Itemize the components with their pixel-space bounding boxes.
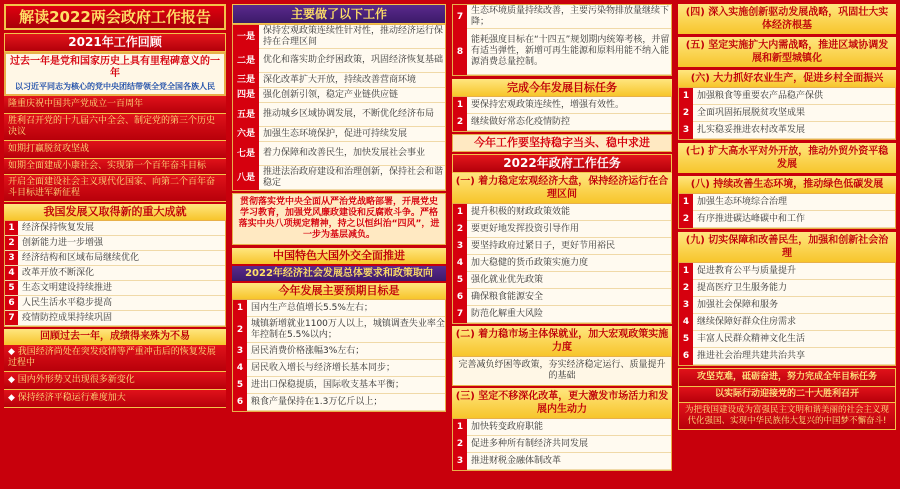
closing-line-1: 攻坚克难，砥砺奋进，努力完成全年目标任务: [678, 368, 896, 387]
review-item: 如期打赢脱贫攻坚战: [4, 141, 226, 159]
list-item: 八是 推进法治政府建设和治理创新，保持社会和谐稳定: [233, 166, 445, 190]
list-item: 7 生态环境质量持续改善，主要污染物排放量继续下降；: [453, 5, 671, 29]
list-item: 2 提高医疗卫生服务能力: [679, 280, 895, 297]
task1-list: [452, 203, 672, 324]
hard-item: ◆ 国内外形势又出现很多新变化: [4, 372, 226, 390]
hard-item: ◆ 我国经济尚处在突发疫情等严重冲击后的恢复发展过程中: [4, 345, 226, 372]
review-panel: [4, 52, 226, 96]
task2-header: (二) 着力稳市场主体保就业，加大宏观政策实施力度: [452, 326, 672, 356]
list-item: 6 粮食产量保持在1.3万亿斤以上；: [233, 394, 445, 411]
task9-list: [678, 262, 896, 366]
complete-header: 完成今年发展目标任务: [452, 79, 672, 96]
list-item: 3 加强社会保障和服务: [679, 297, 895, 314]
list-item: 5 丰富人民群众精神文化生活: [679, 331, 895, 348]
list-item: 4 继续保障好群众住房需求: [679, 314, 895, 331]
list-item: 1 加快转变政府职能: [453, 419, 671, 436]
hard-header: 回顾过去一年，成绩得来殊为不易: [4, 329, 226, 345]
work-header: 主要做了以下工作: [232, 4, 446, 24]
list-item: 4 改革开放不断深化: [5, 266, 225, 281]
achieve-header: 我国发展又取得新的重大成就: [4, 204, 226, 220]
work-list: [232, 24, 446, 191]
list-item: 5 强化就业优先政策: [453, 272, 671, 289]
list-item: 4 加大稳健的货币政策实施力度: [453, 255, 671, 272]
review-item: 胜利召开党的十九届六中全会、制定党的第三个历史决议: [4, 114, 226, 141]
list-item: 六是 加强生态环境保护，促进可持续发展: [233, 127, 445, 142]
task6-list: [678, 87, 896, 140]
task6-header: (六) 大力抓好农业生产，促进乡村全面振兴: [678, 70, 896, 87]
review-item: 如期全面建成小康社会、实现第一个百年奋斗目标: [4, 159, 226, 175]
task2-text: 完善减负纾困等政策，夯实经济稳定运行、质量提升的基础: [452, 356, 672, 386]
list-item: 三是 深化改革扩大开放，持续改善营商环境: [233, 73, 445, 88]
task8-header: (八) 持续改善生态环境，推动绿色低碳发展: [678, 176, 896, 193]
task4-header: (四) 深入实施创新驱动发展战略，巩固壮大实体经济根基: [678, 4, 896, 34]
list-item: 2 要更好地发挥投资引导作用: [453, 221, 671, 238]
list-item: 二是 优化和落实助企纾困政策，巩固经济恢复基础: [233, 49, 445, 73]
list-item: 1 国内生产总值增长5.5%左右；: [233, 300, 445, 317]
hard-item: ◆ 保持经济平稳运行难度加大: [4, 390, 226, 408]
list-item: 7 疫情防控成果持续巩固: [5, 311, 225, 326]
targets-list: [232, 299, 446, 412]
complete-list: [452, 96, 672, 132]
task3-list: [452, 418, 672, 471]
list-item: 7 防范化解重大风险: [453, 306, 671, 323]
goals-header: 2022年经济社会发展总体要求和政策取向: [232, 266, 446, 281]
list-item: 6 确保粮食能源安全: [453, 289, 671, 306]
list-item: 2 促进多种所有制经济共同发展: [453, 436, 671, 453]
list-item: 5 进出口保稳提质，国际收支基本平衡；: [233, 377, 445, 394]
list-item: 1 加强粮食等重要农产品稳产保供: [679, 88, 895, 105]
list-item: 5 生态文明建设持续推进: [5, 281, 225, 296]
party-text: 贯彻落实党中央全面从严治党战略部署，开展党史学习教育，加强党风廉政建设和反腐败斗争。严格落实中央八项规定精神，持之以恒纠治“四风”，进一步为基层减负。: [232, 193, 446, 245]
closing-line-3: 为把我国建设成为富强民主文明和谐美丽的社会主义现代化强国、实现中华民族伟大复兴的中国梦不懈奋斗!: [678, 403, 896, 430]
task3-header: (三) 坚定不移深化改革，更大激发市场活力和发展内生动力: [452, 388, 672, 418]
review-intro: 过去一年是党和国家历史上具有里程碑意义的一年: [10, 56, 220, 79]
column-1: [4, 4, 226, 485]
list-item: 3 经济结构和区域布局继续优化: [5, 251, 225, 266]
list-item: 3 扎实稳妥推进农村改革发展: [679, 122, 895, 139]
list-item: 1 加强生态环境综合治理: [679, 194, 895, 211]
list-item: 1 要保持宏观政策连续性，增强有效性。: [453, 97, 671, 114]
list-item: 1 促进教育公平与质量提升: [679, 263, 895, 280]
column-3: [452, 4, 672, 485]
review-sub: 以习近平同志为核心的党中央团结带领全党全国各族人民: [15, 82, 215, 91]
list-item: 2 有序推进碳达峰碳中和工作: [679, 211, 895, 228]
diplomacy-header: 中国特色大国外交全面推进: [232, 248, 446, 264]
column-2: [232, 4, 446, 485]
task5-header: (五) 坚定实施扩大内需战略，推进区域协调发展和新型城镇化: [678, 37, 896, 67]
list-item: 2 城镇新增就业1100万人以上，城镇调查失业率全年控制在5.5%以内；: [233, 317, 445, 343]
achieve-list: [4, 220, 226, 327]
stable-header: 今年工作要坚持稳字当头、稳中求进: [452, 134, 672, 152]
review-item: 开启全面建设社会主义现代化国家、向第二个百年奋斗目标进军新征程: [4, 175, 226, 202]
targets-header: 今年发展主要预期目标是: [232, 283, 446, 299]
list-item: 四是 强化创新引领，稳定产业链供应链: [233, 88, 445, 103]
review-list: [4, 96, 226, 202]
task7-header: (七) 扩大高水平对外开放，推动外贸外资平稳发展: [678, 143, 896, 173]
targets-cont-list: [452, 4, 672, 76]
list-item: 4 居民收入增长与经济增长基本同步；: [233, 360, 445, 377]
task8-list: [678, 193, 896, 229]
list-item: 五是 推动城乡区域协调发展，不断优化经济布局: [233, 103, 445, 127]
list-item: 1 提升积极的财政政策效能: [453, 204, 671, 221]
tasks-header: 2022年政府工作任务: [452, 154, 672, 173]
review-header: 2021年工作回顾: [4, 33, 226, 52]
closing-line-2: 以实际行动迎接党的二十大胜利召开: [678, 387, 896, 403]
task1-header: (一) 着力稳定宏观经济大盘，保持经济运行在合理区间: [452, 173, 672, 203]
list-item: 6 人民生活水平稳步提高: [5, 296, 225, 311]
column-4: [678, 4, 896, 485]
list-item: 2 继续做好常态化疫情防控: [453, 114, 671, 131]
list-item: 2 创新能力进一步增强: [5, 236, 225, 251]
list-item: 七是 着力保障和改善民生，加快发展社会事业: [233, 142, 445, 166]
task9-header: (九) 切实保障和改善民生，加强和创新社会治理: [678, 232, 896, 262]
review-item: 隆重庆祝中国共产党成立一百周年: [4, 96, 226, 114]
list-item: 8 能耗强度目标在“十四五”规划期内统筹考核，并留有适当弹性，新增可再生能源和原料用能不纳入能源消费总量控制。: [453, 29, 671, 75]
list-item: 3 要坚持政府过紧日子，更好节用裕民: [453, 238, 671, 255]
list-item: 1 经济保持恢复发展: [5, 221, 225, 236]
list-item: 6 推进社会治理共建共治共享: [679, 348, 895, 365]
page-title: 解读2022两会政府工作报告: [4, 4, 226, 30]
list-item: 3 居民消费价格涨幅3%左右；: [233, 343, 445, 360]
list-item: 一是 保持宏观政策连续性针对性，推动经济运行保持在合理区间: [233, 25, 445, 49]
list-item: 2 全面巩固拓展脱贫攻坚成果: [679, 105, 895, 122]
list-item: 3 推进财税金融体制改革: [453, 453, 671, 470]
